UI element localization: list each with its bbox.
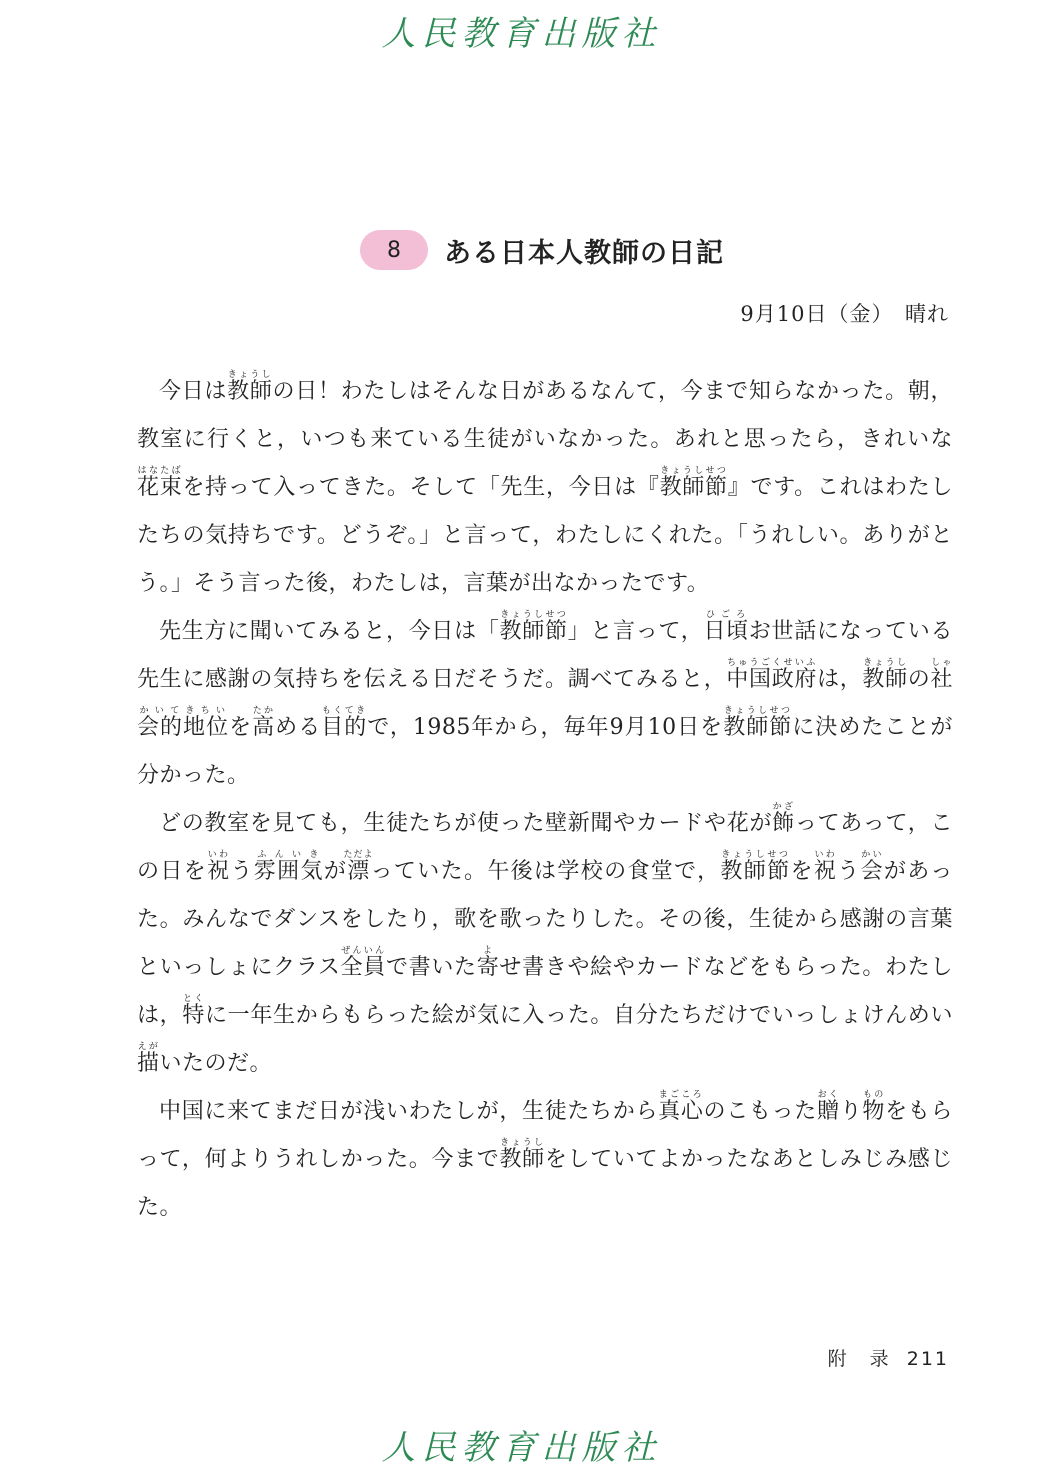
publisher-logo-bottom: 人民教育出版社: [381, 1428, 662, 1468]
furigana-word: 寄よ: [476, 946, 500, 980]
diary-date: 9月10日（金） 晴れ: [740, 302, 949, 326]
furigana-word: 祝いわ: [207, 850, 231, 884]
furigana-word: 目的もくてき: [321, 706, 368, 740]
furigana-word: 真心まごころ: [658, 1090, 704, 1124]
furigana-word: 全員ぜんいん: [340, 946, 386, 980]
furigana-word: 描えが: [137, 1042, 160, 1076]
footer-section: 附 录: [827, 1348, 891, 1370]
page-footer: [828, 1344, 949, 1371]
lesson-number-badge: 8: [360, 230, 428, 270]
furigana-word: 漂ただよ: [343, 850, 374, 884]
furigana-word: 会かい: [860, 850, 884, 884]
furigana-word: 教師節きょうしせつ: [720, 850, 791, 884]
furigana-word: 特とく: [182, 994, 206, 1028]
diary-body: [137, 368, 953, 1232]
furigana-word: 物もの: [862, 1090, 886, 1124]
furigana-word: 花束はなたば: [137, 466, 183, 500]
furigana-word: 社会的地位しゃかいてきちい: [137, 658, 953, 740]
publisher-logo: 人民教育出版社: [381, 14, 662, 54]
furigana-word: 祝いわ: [813, 850, 838, 884]
furigana-word: 教師きょうし: [862, 658, 908, 692]
furigana-word: 教師きょうし: [227, 370, 273, 404]
furigana-word: 中国政府ちゅうごくせいふ: [726, 658, 818, 692]
furigana-word: 贈おく: [816, 1090, 840, 1124]
diary-paragraph: 今日は教師きょうしの日！わたしはそんな日があるなんて，今まで知らなかった。朝，教室に行くと，いつも来ている生徒がいなかった。あれと思ったら，きれいな花束はなたばを持って入ってきた。そして「先生，今日は『教師節きょうしせつ』です。これはわたしたちの気持ちです。どうぞ。」と言って，わたしにくれた。「うれしい。ありがとう。」そう言った後，わたしは，言葉が出なかったです。: [137, 370, 953, 596]
furigana-word: 雰囲気ふんいき: [253, 850, 324, 884]
lesson-title: ある日本人教師の日記: [444, 237, 724, 269]
furigana-word: 飾かざ: [772, 802, 795, 836]
diary-paragraph: 先生方に聞いてみると，今日は「教師節きょうしせつ」と言って，日頃ひごろお世話になっている先生に感謝の気持ちを伝える日だそうだ。調べてみると，中国政府ちゅうごくせいふは，教師きょうしの社会的地位しゃかいてきちいを高たかめる目的もくてきで，1985年から，毎年9月10日を教師節きょうしせつに決めたことが分かった。: [137, 610, 953, 788]
furigana-word: 教師節きょうしせつ: [723, 706, 793, 740]
page-number: 211: [906, 1348, 949, 1370]
furigana-word: 日頃ひごろ: [703, 610, 749, 644]
furigana-word: 教師きょうし: [499, 1138, 545, 1172]
lesson-heading: [360, 228, 724, 272]
furigana-word: 高たか: [252, 706, 276, 740]
furigana-word: 教師節きょうしせつ: [659, 466, 728, 500]
diary-paragraph: どの教室を見ても，生徒たちが使った壁新聞やカードや花が飾かざってあって，この日を祝いわう雰囲気ふんいきが漂ただよっていた。午後は学校の食堂で，教師節きょうしせつを祝いわう会かいがあった。みんなでダンスをしたり，歌を歌ったりした。その後，生徒から感謝の言葉といっしょにクラス全員ぜんいんで書いた寄よせ書きや絵やカードなどをもらった。わたしは，特とくに一年生からもらった絵が気に入った。自分たちだけでいっしょけんめい描えがいたのだ。: [137, 802, 953, 1076]
furigana-word: 教師節きょうしせつ: [499, 610, 568, 644]
diary-paragraph: 中国に来てまだ日が浅いわたしが，生徒たちから真心まごころのこもった贈おくり物ものをもらって，何よりうれしかった。今まで教師きょうしをしていてよかったなあとしみじみ感じた。: [137, 1090, 953, 1220]
